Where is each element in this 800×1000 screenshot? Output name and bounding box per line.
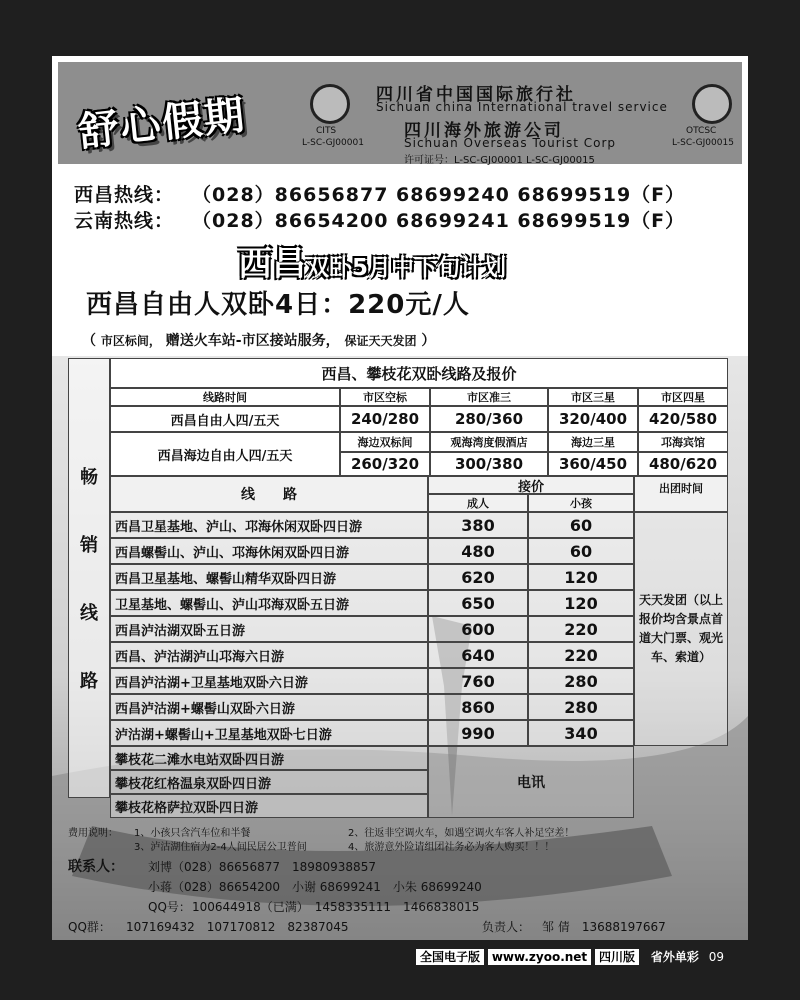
route-name: 西昌卫星基地、螺髻山精华双卧四日游 [110,564,428,590]
otcsc-seal-code: L-SC-GJ00015 [672,138,734,148]
logo-title: 舒心假期 [76,92,249,156]
route-name: 西昌泸沽湖+卫星基地双卧六日游 [110,668,428,694]
table1-price: 300/380 [430,452,548,476]
adult-price: 860 [428,694,528,720]
route-name: 西昌螺髻山、泸山、邛海休闲双卧四日游 [110,538,428,564]
page-footer [416,948,724,965]
table2-child-header: 小孩 [528,494,634,512]
adult-price: 650 [428,590,528,616]
otcsc-seal-name: OTCSC [686,126,717,136]
qq-numbers: 100644918（已满） 1458335111 1466838015 [192,900,480,914]
notice-part2: 赠送火车站-市区接站服务， [165,333,340,349]
table1-price: 240/280 [340,406,430,432]
service-notice [82,330,435,350]
qq-group-numbers: 107169432 107170812 82387045 [126,920,349,934]
table2-price-header: 接价 [428,476,634,494]
table2-depart-header: 出团时间 [634,476,728,512]
fee-item: 4、旅游意外险请组团社务必为客人购买！！！ [348,842,555,853]
pzh-price: 电讯 [428,746,634,818]
table1-header: 市区四星 [638,388,728,406]
table1-price: 480/620 [638,452,728,476]
table1-row-name: 西昌自由人四/五天 [110,406,340,432]
child-price: 60 [528,512,634,538]
adult-price: 600 [428,616,528,642]
plan-title [238,236,506,285]
child-price: 220 [528,616,634,642]
table1-hotel: 海边三星 [548,432,638,452]
region-label: 四川版 [595,949,639,965]
child-price: 280 [528,668,634,694]
cits-seal-code: L-SC-GJ00001 [302,138,364,148]
side-char: 线 [80,603,98,624]
contact-line: 刘博（028）86656877 18980938857 [148,860,376,874]
hotline-label: 西昌热线： [74,184,175,206]
fee-item: 1、小孩只含汽车位和半餐 [134,828,251,839]
owner-contact: 邹 倩 13688197667 [542,920,666,934]
org2-name-en: Sichuan Overseas Tourist Corp [404,136,616,150]
table1-price: 360/450 [548,452,638,476]
adult-price: 380 [428,512,528,538]
table1-header: 市区三星 [548,388,638,406]
fees-label: 费用说明： [68,828,118,839]
cits-seal-icon [310,84,350,124]
side-char: 销 [80,535,98,556]
hotline-number: （028）86654200 68699241 68699519（F） [192,210,686,232]
hotline-number: （028）86656877 68699240 68699519（F） [192,184,686,206]
qq-group-label: QQ群： [68,920,111,934]
org2-name-cn: 四川海外旅游公司 [404,121,564,141]
table1-header: 市区空标 [340,388,430,406]
table2-route-header: 线 路 [110,476,428,512]
adult-price: 480 [428,538,528,564]
table1-title: 西昌、攀枝花双卧线路及报价 [110,358,728,388]
pzh-route: 攀枝花格萨拉双卧四日游 [110,794,428,818]
route-name: 卫星基地、螺髻山、泸山邛海双卧五日游 [110,590,428,616]
fee-item: 2、往返非空调火车，如遇空调火车客人补足空差！ [348,828,575,839]
edition-label: 全国电子版 [416,949,484,965]
contact-line: 小蒋（028）86654200 小谢 68699241 小朱 68699240 [148,880,482,894]
section-label: 省外单彩 [650,950,699,964]
child-price: 220 [528,642,634,668]
notice-part1: 市区标间， [100,334,161,348]
side-label [68,358,110,798]
route-name: 泸沽湖+螺髻山+卫星基地双卧七日游 [110,720,428,746]
pzh-route: 攀枝花二滩水电站双卧四日游 [110,746,428,770]
adult-price: 760 [428,668,528,694]
adult-price: 620 [428,564,528,590]
child-price: 120 [528,590,634,616]
table2-adult-header: 成人 [428,494,528,512]
otcsc-seal-icon [692,84,732,124]
page-number: 09 [708,950,724,964]
fee-item: 3、泸沽湖住宿为2-4人间民居公卫普间 [134,842,307,853]
child-price: 120 [528,564,634,590]
org1-name-cn: 四川省中国国际旅行社 [376,85,576,105]
pzh-route: 攀枝花红格温泉双卧四日游 [110,770,428,794]
hotline-label: 云南热线： [74,210,175,232]
side-char: 路 [80,671,98,692]
plan-title-rest: 双卧5月中下旬计划 [306,255,507,281]
child-price: 60 [528,538,634,564]
cits-seal-name: CITS [316,126,337,136]
table1-header-route: 线路时间 [110,388,340,406]
route-name: 西昌卫星基地、泸山、邛海休闲双卧四日游 [110,512,428,538]
plan-title-big: 西昌 [238,244,306,284]
route-name: 西昌泸沽湖+螺髻山双卧六日游 [110,694,428,720]
route-name: 西昌泸沽湖双卧五日游 [110,616,428,642]
contacts-label: 联系人： [68,859,124,875]
table1-hotel: 邛海宾馆 [638,432,728,452]
table1-price: 320/400 [548,406,638,432]
ad-page [52,56,748,940]
depart-note: 天天发团（以上报价均含景点首道大门票、观光车、索道） [634,512,728,746]
table1-hotel: 海边双标间 [340,432,430,452]
child-price: 340 [528,720,634,746]
license-number: 许可证号：L-SC-GJ00001 L-SC-GJ00015 [404,155,595,166]
table1-price: 420/580 [638,406,728,432]
child-price: 280 [528,694,634,720]
table1-header: 市区准三 [430,388,548,406]
notice-part3: 保证天天发团 [344,334,417,348]
org1-name-en: Sichuan china International travel service [376,100,668,114]
side-char: 畅 [80,467,98,488]
header-banner [58,62,742,164]
notice-close: ） [421,333,436,349]
adult-price: 990 [428,720,528,746]
notice-open: （ [82,333,96,349]
table1-row-name: 西昌海边自由人四/五天 [110,432,340,476]
adult-price: 640 [428,642,528,668]
owner-label: 负责人： [482,920,531,934]
qq-label: QQ号： [148,900,191,914]
hotline-yunnan [74,206,685,233]
table1-hotel: 观海湾度假酒店 [430,432,548,452]
hotline-xichang [74,180,685,207]
table1-price: 280/360 [430,406,548,432]
site-link[interactable]: www.zyoo.net [488,949,591,965]
table1-price: 260/320 [340,452,430,476]
route-name: 西昌、泸沽湖泸山邛海六日游 [110,642,428,668]
free-trip-headline: 西昌自由人双卧4日：220元/人 [86,290,470,320]
